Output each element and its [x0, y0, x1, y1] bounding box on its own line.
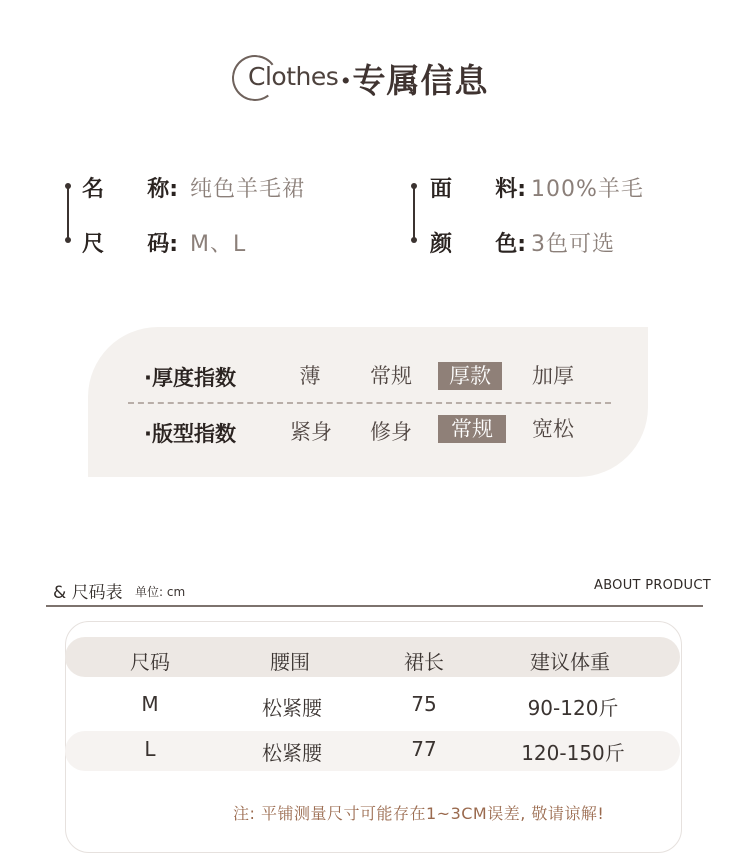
- thickness-index-label: ·厚度指数: [144, 366, 236, 390]
- col-header-weight: 建议体重: [530, 650, 610, 674]
- fit-option-tight: 紧身: [290, 420, 332, 444]
- section-title: ·专属信息: [340, 61, 489, 100]
- thickness-option-thin: 薄: [299, 364, 321, 388]
- info-connector: [67, 187, 69, 239]
- table-cell: L: [144, 737, 156, 761]
- index-divider: [128, 402, 611, 404]
- brand-name: Clothes: [248, 62, 339, 91]
- col-header-length: 裙长: [404, 650, 444, 674]
- table-cell: 松紧腰: [262, 696, 322, 720]
- info-label-fabric: 面 料:: [430, 177, 526, 202]
- fit-option-slim: 修身: [370, 420, 412, 444]
- info-label-name: 名 称:: [82, 177, 178, 202]
- size-chart-title: & 尺码表: [53, 583, 123, 603]
- table-cell: 松紧腰: [262, 741, 322, 765]
- thickness-option-extra-thick: 加厚: [532, 364, 574, 388]
- info-connector: [413, 187, 415, 239]
- info-value-name: 纯色羊毛裙: [190, 177, 306, 202]
- info-label-color: 颜 色:: [430, 232, 526, 257]
- table-cell: 120-150斤: [521, 741, 625, 765]
- fit-option-loose: 宽松: [532, 417, 574, 441]
- measurement-note: 注: 平铺测量尺寸可能存在1~3CM误差, 敬请谅解!: [233, 804, 605, 823]
- col-header-waist: 腰围: [270, 650, 310, 674]
- table-cell: 77: [411, 737, 437, 761]
- col-header-size: 尺码: [130, 650, 170, 674]
- table-cell: 90-120斤: [527, 696, 619, 720]
- info-value-size: M、L: [190, 232, 247, 257]
- info-label-size: 尺 码:: [82, 232, 178, 257]
- brand-header: [232, 55, 532, 105]
- size-chart-rule: [46, 605, 703, 607]
- info-value-color: 3色可选: [531, 232, 615, 257]
- table-cell: M: [141, 692, 159, 716]
- info-value-fabric: 100%羊毛: [531, 177, 644, 202]
- fit-index-label: ·版型指数: [144, 422, 236, 446]
- thickness-option-regular: 常规: [370, 364, 412, 388]
- size-chart-unit: 单位: cm: [135, 585, 186, 599]
- info-dot: [411, 237, 417, 243]
- fit-option-regular-selected: 常规: [438, 415, 506, 443]
- thickness-option-thick-selected: 厚款: [438, 362, 502, 390]
- about-product-label: ABOUT PRODUCT: [594, 578, 711, 593]
- table-cell: 75: [411, 692, 437, 716]
- info-dot: [65, 237, 71, 243]
